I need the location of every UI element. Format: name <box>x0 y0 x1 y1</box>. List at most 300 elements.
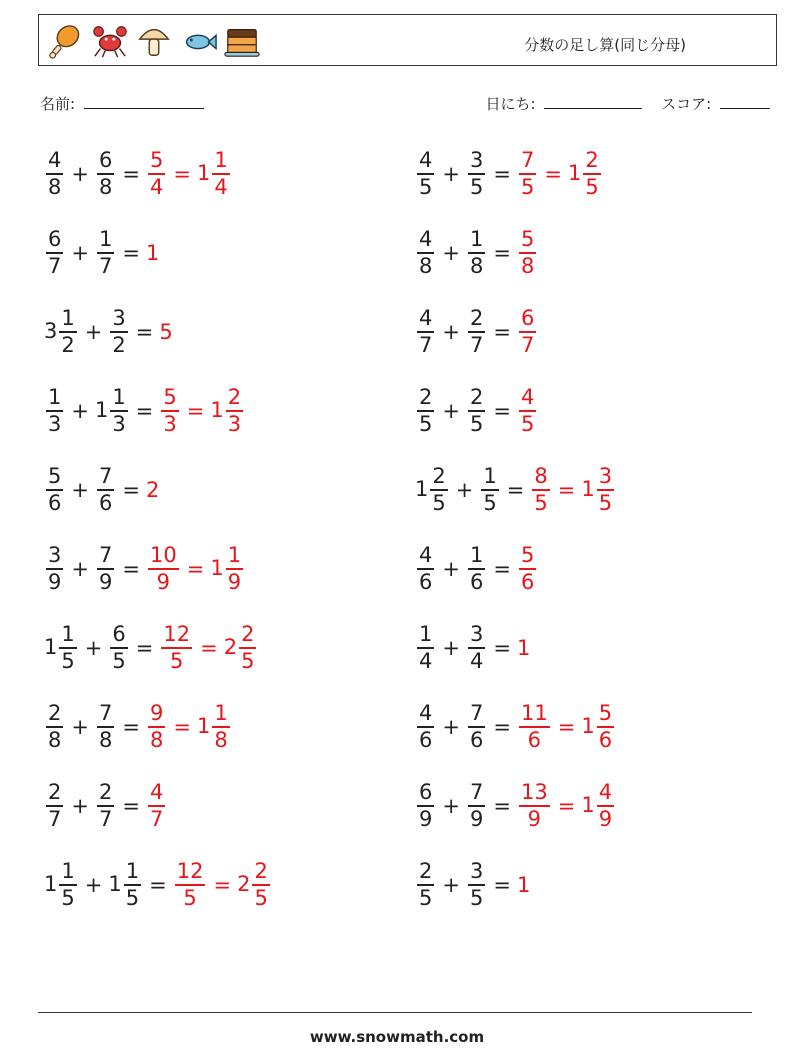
addend-b-number <box>466 859 487 911</box>
plus-sign: + <box>442 399 460 423</box>
addend-b-number <box>466 385 487 437</box>
plus-sign: + <box>71 715 89 739</box>
addend-a-denominator: 7 <box>419 332 433 357</box>
problem-10 <box>415 458 616 522</box>
addend-b-fraction <box>468 306 485 358</box>
addend-a-fraction <box>417 227 434 279</box>
answer-2-whole: 1 <box>581 714 595 738</box>
answer-2-number <box>581 701 616 753</box>
addend-b-number <box>95 701 116 753</box>
addend-a-numerator: 2 <box>432 464 446 489</box>
addend-a-denominator: 5 <box>432 490 446 515</box>
addend-a-denominator: 5 <box>419 411 433 436</box>
sheet-title: 分数の足し算(同じ分母) <box>524 36 686 54</box>
answer-2-numerator: 4 <box>598 780 613 805</box>
plus-sign: + <box>71 162 89 186</box>
answer-2-fraction <box>239 622 256 674</box>
answer-1-number <box>530 464 551 516</box>
equals-sign: = <box>122 557 140 581</box>
addend-b-fraction <box>468 543 485 595</box>
answer-2-numerator: 2 <box>254 859 268 884</box>
addend-b-number <box>466 622 487 674</box>
answer-1-number <box>517 148 538 200</box>
answer-1-whole: 5 <box>159 320 173 344</box>
answer-1-numerator: 12 <box>163 622 191 647</box>
equals-sign: = <box>149 873 167 897</box>
plus-sign: + <box>71 478 89 502</box>
answer-2-denominator: 3 <box>227 411 242 436</box>
problem-16 <box>415 695 616 759</box>
problem-12 <box>415 537 538 601</box>
answer-2-numerator: 2 <box>227 385 242 410</box>
addend-a-numerator: 4 <box>48 148 62 173</box>
addend-b-number <box>95 543 116 595</box>
problem-20 <box>415 853 530 917</box>
answer-1-number <box>517 636 530 660</box>
answer-1-fraction <box>519 306 536 358</box>
addend-a-number <box>415 780 436 832</box>
equals-sign: = <box>493 399 511 423</box>
answer-1-fraction <box>161 622 192 674</box>
addend-a-number <box>44 306 79 358</box>
addend-b-fraction <box>110 306 127 358</box>
answer-1-fraction <box>519 227 536 279</box>
answer-1-denominator: 5 <box>520 174 535 199</box>
answer-1-numerator: 10 <box>149 543 177 568</box>
answer-1-fraction <box>175 859 206 911</box>
addend-a-fraction <box>417 701 434 753</box>
answer <box>146 148 232 200</box>
answer-1-numerator: 5 <box>163 385 177 410</box>
equals-sign: = <box>122 478 140 502</box>
addend-b-number <box>466 701 487 753</box>
answer <box>146 478 159 502</box>
addend-b-whole: 1 <box>94 398 109 422</box>
answer-1-numerator: 13 <box>520 780 548 805</box>
answer <box>517 543 538 595</box>
addend-a-numerator: 1 <box>419 622 433 647</box>
name-blank[interactable] <box>84 94 204 109</box>
score-label: スコア: <box>661 95 712 113</box>
addend-a-fraction <box>417 306 434 358</box>
addend-a-fraction <box>46 780 63 832</box>
addend-a-number <box>415 227 436 279</box>
addend-b-number <box>466 543 487 595</box>
answer-1-number <box>146 701 167 753</box>
answer-2-fraction <box>226 543 243 595</box>
equals-sign: = <box>493 794 511 818</box>
addend-a-whole: 1 <box>415 477 429 501</box>
answer-1-numerator: 9 <box>149 701 164 726</box>
equals-sign: = <box>122 162 140 186</box>
answer-1-fraction <box>519 543 536 595</box>
problem-6 <box>415 300 538 364</box>
answer <box>517 873 530 897</box>
problem-15 <box>44 695 232 759</box>
problem-11 <box>44 537 245 601</box>
addend-b-fraction <box>110 385 127 437</box>
answer-1-denominator: 7 <box>149 806 164 831</box>
answer <box>517 636 530 660</box>
plus-sign: + <box>442 557 460 581</box>
answer-1-fraction <box>148 780 165 832</box>
answer <box>517 227 538 279</box>
addend-a-numerator: 3 <box>48 543 62 568</box>
answer-1-denominator: 6 <box>520 569 535 594</box>
answer-1-number <box>146 478 159 502</box>
addend-b-denominator: 5 <box>469 174 484 199</box>
answer-1-numerator: 4 <box>149 780 164 805</box>
answer-1-fraction <box>148 701 165 753</box>
plus-sign: + <box>71 241 89 265</box>
addend-a-fraction <box>46 385 63 437</box>
answer-1-denominator: 8 <box>520 253 535 278</box>
addend-a-numerator: 1 <box>61 306 75 331</box>
problem-1 <box>44 142 232 206</box>
date-score-row <box>486 93 770 114</box>
addend-a-number <box>44 464 65 516</box>
addend-b-denominator: 5 <box>112 648 126 673</box>
plus-sign: + <box>442 320 460 344</box>
answer-2-fraction <box>597 701 614 753</box>
crab-icon <box>91 21 129 61</box>
answer-1-fraction <box>148 148 165 200</box>
cake-icon <box>223 21 261 61</box>
plus-sign: + <box>71 794 89 818</box>
addend-a-fraction <box>417 148 434 200</box>
addend-b-denominator: 5 <box>469 885 484 910</box>
date-label: 日にち: <box>485 95 536 113</box>
plus-sign: + <box>71 399 89 423</box>
addend-b-number <box>466 780 487 832</box>
addend-b-numerator: 1 <box>125 859 140 884</box>
addend-a-number <box>44 701 65 753</box>
answer-1-whole: 1 <box>516 873 531 897</box>
equals-sign: = <box>493 241 511 265</box>
addend-a-numerator: 1 <box>48 385 62 410</box>
plus-sign: + <box>455 478 474 502</box>
addend-a-fraction <box>46 227 63 279</box>
addend-a-denominator: 3 <box>48 411 62 436</box>
addend-b-denominator: 7 <box>98 253 113 278</box>
addend-a-denominator: 4 <box>419 648 433 673</box>
addend-a-fraction <box>59 859 76 911</box>
equals-sign: = <box>506 478 525 502</box>
addend-b-numerator: 2 <box>469 306 484 331</box>
addend-b-denominator: 4 <box>469 648 484 673</box>
equals-sign: = <box>135 399 154 423</box>
addend-b-fraction <box>468 227 485 279</box>
addend-a-number <box>415 859 436 911</box>
answer-1-numerator: 5 <box>520 227 535 252</box>
problem-7 <box>44 379 245 443</box>
addend-a-fraction <box>417 385 434 437</box>
addend-a-numerator: 2 <box>419 385 433 410</box>
addend-b-fraction <box>97 701 114 753</box>
addend-a-number <box>44 622 79 674</box>
addend-a-number <box>44 148 65 200</box>
answer-2-numerator: 2 <box>241 622 255 647</box>
addend-b-number <box>479 464 500 516</box>
addend-a-fraction <box>417 780 434 832</box>
addend-b-numerator: 7 <box>98 701 113 726</box>
date-blank[interactable] <box>544 94 642 109</box>
answer <box>517 148 603 200</box>
addend-a-denominator: 6 <box>419 569 433 594</box>
addend-b-fraction <box>97 148 114 200</box>
footer-url: www.snowmath.com <box>309 1028 485 1046</box>
answer-1-number <box>146 780 167 832</box>
answer-1-number <box>146 241 159 265</box>
addend-a-denominator: 5 <box>61 885 75 910</box>
answer-1-fraction <box>519 385 536 437</box>
addend-a-denominator: 6 <box>48 490 62 515</box>
addend-a-numerator: 5 <box>48 464 62 489</box>
addend-b-number <box>95 385 130 437</box>
equals-sign: = <box>493 162 511 186</box>
addend-a-denominator: 8 <box>48 174 62 199</box>
answer-equals-sign: = <box>186 399 205 423</box>
answer-2-fraction <box>212 148 229 200</box>
answer-2-numerator: 3 <box>598 464 613 489</box>
addend-b-fraction <box>468 859 485 911</box>
problem-13 <box>44 616 258 680</box>
addend-a-numerator: 1 <box>61 622 75 647</box>
addend-b-denominator: 5 <box>469 411 484 436</box>
addend-a-whole: 3 <box>44 319 58 343</box>
answer-1-fraction <box>532 464 549 516</box>
answer-2-numerator: 1 <box>227 543 242 568</box>
addend-b-numerator: 6 <box>98 148 113 173</box>
answer-2-numerator: 5 <box>598 701 613 726</box>
addend-a-numerator: 4 <box>419 148 433 173</box>
addend-b-fraction <box>468 780 485 832</box>
addend-a-fraction <box>59 622 76 674</box>
addend-a-denominator: 8 <box>419 253 433 278</box>
addend-b-fraction <box>468 622 485 674</box>
score-blank[interactable] <box>720 94 770 109</box>
addend-b-numerator: 1 <box>469 543 484 568</box>
answer-2-fraction <box>583 148 600 200</box>
addend-b-number <box>466 148 487 200</box>
answer-1-denominator: 5 <box>534 490 548 515</box>
answer-1-fraction <box>519 701 550 753</box>
addend-a-fraction <box>46 148 63 200</box>
addend-a-number <box>44 385 65 437</box>
addend-b-number <box>95 227 116 279</box>
answer-1-number <box>517 780 552 832</box>
answer-2-number <box>197 148 232 200</box>
answer <box>173 859 272 911</box>
answer-2-numerator: 2 <box>585 148 599 173</box>
answer-2-whole: 1 <box>581 477 595 501</box>
addend-a-number <box>44 780 65 832</box>
answer <box>146 780 167 832</box>
icon-strip <box>47 21 261 61</box>
answer-2-denominator: 8 <box>214 727 228 752</box>
answer-1-number <box>159 385 180 437</box>
answer-1-numerator: 7 <box>520 148 535 173</box>
answer <box>530 464 616 516</box>
addend-b-denominator: 6 <box>469 727 484 752</box>
addend-a-numerator: 2 <box>48 780 62 805</box>
addend-a-numerator: 1 <box>61 859 75 884</box>
addend-b-number <box>108 622 129 674</box>
addend-a-number <box>415 385 436 437</box>
plus-sign: + <box>71 557 89 581</box>
answer-2-whole: 1 <box>196 714 211 738</box>
addend-b-number <box>466 306 487 358</box>
answer-1-number <box>517 227 538 279</box>
answer-2-whole: 1 <box>567 161 582 185</box>
addend-a-denominator: 5 <box>61 648 75 673</box>
mushroom-icon <box>135 21 173 61</box>
addend-b-numerator: 6 <box>112 622 126 647</box>
answer-equals-sign: = <box>557 715 576 739</box>
addend-a-numerator: 4 <box>419 701 433 726</box>
addend-a-number <box>415 148 436 200</box>
answer-1-number <box>517 701 552 753</box>
equals-sign: = <box>493 873 511 897</box>
plus-sign: + <box>442 873 460 897</box>
problem-18 <box>415 774 616 838</box>
answer-1-number <box>146 543 181 595</box>
answer-1-denominator: 5 <box>183 885 197 910</box>
addend-a-number <box>415 543 436 595</box>
addend-b-numerator: 3 <box>469 859 484 884</box>
answer-2-fraction <box>212 701 229 753</box>
addend-b-denominator: 2 <box>112 332 126 357</box>
addend-a-denominator: 9 <box>48 569 62 594</box>
addend-b-numerator: 7 <box>98 464 113 489</box>
name-row <box>40 93 204 114</box>
addend-b-fraction <box>97 543 114 595</box>
plus-sign: + <box>84 873 103 897</box>
addend-b-denominator: 6 <box>98 490 113 515</box>
addend-b-numerator: 7 <box>469 701 484 726</box>
addend-b-denominator: 9 <box>98 569 113 594</box>
addend-a-fraction <box>46 701 63 753</box>
answer-2-whole: 1 <box>581 793 595 817</box>
answer-1-denominator: 3 <box>163 411 177 436</box>
problem-14 <box>415 616 530 680</box>
addend-a-fraction <box>46 543 63 595</box>
answer-1-number <box>159 320 172 344</box>
addend-b-numerator: 1 <box>112 385 126 410</box>
answer <box>517 306 538 358</box>
answer-2-whole: 2 <box>237 872 251 896</box>
addend-a-fraction <box>417 543 434 595</box>
answer-equals-sign: = <box>213 873 232 897</box>
answer <box>517 701 616 753</box>
answer <box>159 320 172 344</box>
answer-equals-sign: = <box>173 162 191 186</box>
addend-b-numerator: 1 <box>469 227 484 252</box>
answer-1-numerator: 12 <box>176 859 204 884</box>
addend-b-number <box>108 306 129 358</box>
addend-b-fraction <box>97 227 114 279</box>
equals-sign: = <box>122 241 140 265</box>
plus-sign: + <box>442 715 460 739</box>
answer-2-denominator: 5 <box>254 885 268 910</box>
answer-2-denominator: 4 <box>214 174 228 199</box>
addend-b-numerator: 7 <box>469 780 484 805</box>
plus-sign: + <box>442 636 460 660</box>
answer-2-fraction <box>597 464 614 516</box>
plus-sign: + <box>442 162 460 186</box>
answer-1-number <box>146 148 167 200</box>
addend-b-numerator: 1 <box>98 227 113 252</box>
addend-a-numerator: 6 <box>48 227 62 252</box>
answer-1-number <box>517 306 538 358</box>
plus-sign: + <box>442 241 460 265</box>
answer-2-number <box>197 701 232 753</box>
addend-a-fraction <box>417 859 434 911</box>
addend-b-number <box>95 464 116 516</box>
answer-2-denominator: 5 <box>598 490 613 515</box>
addend-a-number <box>415 701 436 753</box>
answer-2-fraction <box>597 780 614 832</box>
addend-b-number <box>466 227 487 279</box>
answer-1-numerator: 5 <box>149 148 164 173</box>
answer-1-fraction <box>161 385 178 437</box>
answer <box>159 622 258 674</box>
addend-b-denominator: 5 <box>483 490 497 515</box>
addend-b-denominator: 5 <box>125 885 140 910</box>
addend-b-fraction <box>468 701 485 753</box>
answer-1-denominator: 9 <box>156 569 171 594</box>
addend-a-denominator: 6 <box>419 727 433 752</box>
addend-b-numerator: 1 <box>483 464 497 489</box>
answer-equals-sign: = <box>544 162 562 186</box>
addend-a-number <box>415 622 436 674</box>
addend-b-denominator: 8 <box>469 253 484 278</box>
addend-a-whole: 1 <box>44 635 58 659</box>
answer-2-whole: 2 <box>223 635 238 659</box>
answer-2-fraction <box>252 859 269 911</box>
problem-4 <box>415 221 538 285</box>
answer-2-number <box>581 464 616 516</box>
answer-2-number <box>237 859 272 911</box>
addend-a-numerator: 4 <box>419 306 433 331</box>
plus-sign: + <box>84 320 103 344</box>
answer-2-number <box>210 543 245 595</box>
addend-a-number <box>415 464 450 516</box>
answer-1-denominator: 9 <box>527 806 542 831</box>
answer-1-numerator: 6 <box>520 306 535 331</box>
answer-2-numerator: 1 <box>214 148 228 173</box>
addend-a-denominator: 8 <box>48 727 62 752</box>
answer-equals-sign: = <box>557 478 576 502</box>
problem-3 <box>44 221 159 285</box>
addend-b-numerator: 3 <box>469 622 484 647</box>
answer-1-number <box>517 543 538 595</box>
footer-divider <box>38 1012 752 1013</box>
addend-a-number <box>44 227 65 279</box>
addend-a-fraction <box>46 464 63 516</box>
answer-2-denominator: 6 <box>598 727 613 752</box>
problem-9 <box>44 458 159 522</box>
addend-b-fraction <box>481 464 498 516</box>
addend-a-numerator: 6 <box>419 780 433 805</box>
equals-sign: = <box>122 794 140 818</box>
addend-b-fraction <box>468 148 485 200</box>
addend-a-number <box>415 306 436 358</box>
answer-2-denominator: 9 <box>227 569 242 594</box>
answer <box>159 385 245 437</box>
addend-b-denominator: 8 <box>98 727 113 752</box>
addend-a-number <box>44 859 79 911</box>
